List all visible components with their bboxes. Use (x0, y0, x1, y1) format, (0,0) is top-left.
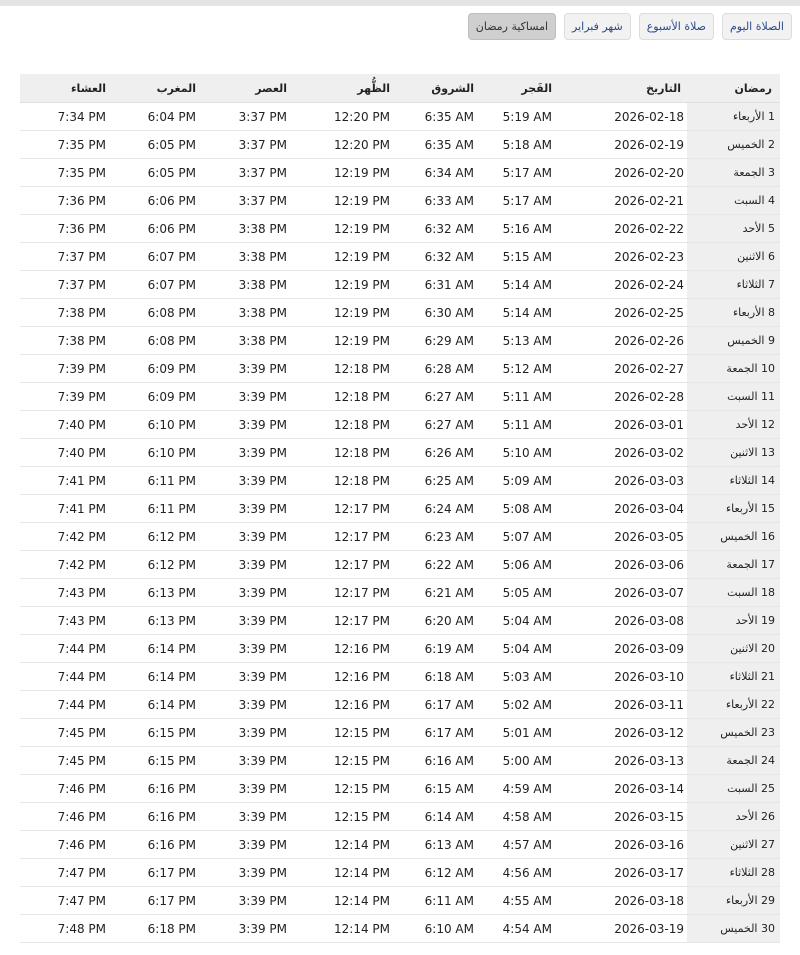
cell-date: 2026-03-08 (582, 607, 687, 635)
cell-date: 2026-02-26 (582, 327, 687, 355)
cell-dhuhr: 12:19 PM (307, 327, 402, 355)
header-asr: العصر (216, 74, 307, 103)
prayer-times-table (20, 74, 780, 943)
cell-dhuhr: 12:17 PM (307, 551, 402, 579)
cell-fajr: 5:04 AM (492, 635, 582, 663)
cell-asr: 3:38 PM (216, 327, 307, 355)
cell-isha: 7:42 PM (20, 551, 126, 579)
cell-maghrib: 6:05 PM (126, 159, 216, 187)
cell-isha: 7:46 PM (20, 803, 126, 831)
cell-fajr: 5:11 AM (492, 383, 582, 411)
cell-sunrise: 6:26 AM (402, 439, 492, 467)
cell-day: 4 السبت (687, 187, 780, 215)
table-row (20, 495, 780, 523)
cell-asr: 3:39 PM (216, 887, 307, 915)
cell-dhuhr: 12:18 PM (307, 355, 402, 383)
table-row (20, 159, 780, 187)
cell-day: 16 الخميس (687, 523, 780, 551)
cell-maghrib: 6:08 PM (126, 299, 216, 327)
cell-maghrib: 6:12 PM (126, 523, 216, 551)
cell-fajr: 5:17 AM (492, 159, 582, 187)
cell-asr: 3:39 PM (216, 607, 307, 635)
cell-dhuhr: 12:14 PM (307, 859, 402, 887)
cell-day: 2 الخميس (687, 131, 780, 159)
prayer-times-table-container (20, 74, 780, 943)
cell-fajr: 5:11 AM (492, 411, 582, 439)
cell-sunrise: 6:20 AM (402, 607, 492, 635)
cell-day: 18 السبت (687, 579, 780, 607)
cell-date: 2026-02-22 (582, 215, 687, 243)
cell-sunrise: 6:32 AM (402, 243, 492, 271)
cell-isha: 7:47 PM (20, 859, 126, 887)
cell-dhuhr: 12:19 PM (307, 299, 402, 327)
cell-day: 20 الاثنين (687, 635, 780, 663)
cell-date: 2026-03-16 (582, 831, 687, 859)
cell-dhuhr: 12:17 PM (307, 523, 402, 551)
cell-asr: 3:39 PM (216, 439, 307, 467)
cell-dhuhr: 12:15 PM (307, 719, 402, 747)
cell-date: 2026-03-07 (582, 579, 687, 607)
cell-sunrise: 6:32 AM (402, 215, 492, 243)
cell-isha: 7:48 PM (20, 915, 126, 943)
cell-fajr: 5:02 AM (492, 691, 582, 719)
table-row (20, 411, 780, 439)
tab-week-prayer[interactable]: صلاة الأسبوع (639, 13, 714, 40)
table-row (20, 327, 780, 355)
cell-isha: 7:34 PM (20, 103, 126, 131)
cell-dhuhr: 12:17 PM (307, 495, 402, 523)
cell-asr: 3:39 PM (216, 859, 307, 887)
cell-maghrib: 6:07 PM (126, 271, 216, 299)
cell-maghrib: 6:09 PM (126, 383, 216, 411)
cell-day: 24 الجمعة (687, 747, 780, 775)
cell-isha: 7:41 PM (20, 495, 126, 523)
cell-dhuhr: 12:19 PM (307, 243, 402, 271)
cell-date: 2026-02-27 (582, 355, 687, 383)
cell-dhuhr: 12:18 PM (307, 411, 402, 439)
cell-fajr: 5:03 AM (492, 663, 582, 691)
cell-asr: 3:39 PM (216, 803, 307, 831)
cell-sunrise: 6:17 AM (402, 719, 492, 747)
cell-date: 2026-03-01 (582, 411, 687, 439)
cell-day: 1 الأربعاء (687, 103, 780, 131)
cell-asr: 3:39 PM (216, 551, 307, 579)
cell-isha: 7:42 PM (20, 523, 126, 551)
cell-day: 14 الثلاثاء (687, 467, 780, 495)
cell-maghrib: 6:16 PM (126, 775, 216, 803)
table-row (20, 103, 780, 131)
cell-sunrise: 6:22 AM (402, 551, 492, 579)
header-isha: العشاء (20, 74, 126, 103)
cell-date: 2026-03-11 (582, 691, 687, 719)
cell-fajr: 5:12 AM (492, 355, 582, 383)
cell-fajr: 4:58 AM (492, 803, 582, 831)
cell-fajr: 4:56 AM (492, 859, 582, 887)
table-row (20, 691, 780, 719)
cell-asr: 3:37 PM (216, 131, 307, 159)
cell-sunrise: 6:27 AM (402, 411, 492, 439)
cell-fajr: 5:10 AM (492, 439, 582, 467)
cell-date: 2026-02-18 (582, 103, 687, 131)
cell-fajr: 4:54 AM (492, 915, 582, 943)
table-row (20, 439, 780, 467)
cell-maghrib: 6:14 PM (126, 663, 216, 691)
cell-isha: 7:36 PM (20, 187, 126, 215)
cell-asr: 3:37 PM (216, 187, 307, 215)
cell-sunrise: 6:23 AM (402, 523, 492, 551)
cell-asr: 3:39 PM (216, 523, 307, 551)
table-row (20, 719, 780, 747)
cell-day: 21 الثلاثاء (687, 663, 780, 691)
cell-dhuhr: 12:17 PM (307, 607, 402, 635)
cell-date: 2026-02-19 (582, 131, 687, 159)
cell-isha: 7:44 PM (20, 635, 126, 663)
cell-maghrib: 6:09 PM (126, 355, 216, 383)
cell-fajr: 5:09 AM (492, 467, 582, 495)
cell-sunrise: 6:15 AM (402, 775, 492, 803)
cell-isha: 7:45 PM (20, 719, 126, 747)
cell-day: 17 الجمعة (687, 551, 780, 579)
cell-day: 29 الأربعاء (687, 887, 780, 915)
table-row (20, 635, 780, 663)
cell-date: 2026-03-03 (582, 467, 687, 495)
table-row (20, 747, 780, 775)
cell-maghrib: 6:06 PM (126, 215, 216, 243)
cell-asr: 3:38 PM (216, 271, 307, 299)
cell-sunrise: 6:29 AM (402, 327, 492, 355)
table-row (20, 775, 780, 803)
cell-dhuhr: 12:16 PM (307, 635, 402, 663)
cell-isha: 7:44 PM (20, 691, 126, 719)
table-row (20, 243, 780, 271)
cell-asr: 3:38 PM (216, 299, 307, 327)
cell-day: 11 السبت (687, 383, 780, 411)
cell-asr: 3:39 PM (216, 579, 307, 607)
cell-maghrib: 6:16 PM (126, 803, 216, 831)
cell-sunrise: 6:19 AM (402, 635, 492, 663)
cell-maghrib: 6:17 PM (126, 887, 216, 915)
cell-fajr: 5:04 AM (492, 607, 582, 635)
cell-maghrib: 6:11 PM (126, 495, 216, 523)
table-row (20, 803, 780, 831)
cell-date: 2026-03-04 (582, 495, 687, 523)
cell-maghrib: 6:10 PM (126, 411, 216, 439)
cell-sunrise: 6:28 AM (402, 355, 492, 383)
cell-sunrise: 6:24 AM (402, 495, 492, 523)
cell-day: 6 الاثنين (687, 243, 780, 271)
cell-day: 13 الاثنين (687, 439, 780, 467)
cell-date: 2026-03-06 (582, 551, 687, 579)
cell-asr: 3:39 PM (216, 411, 307, 439)
cell-maghrib: 6:11 PM (126, 467, 216, 495)
cell-maghrib: 6:13 PM (126, 579, 216, 607)
tab-month-february[interactable]: شهر فبراير (564, 13, 631, 40)
cell-isha: 7:36 PM (20, 215, 126, 243)
cell-sunrise: 6:13 AM (402, 831, 492, 859)
cell-isha: 7:39 PM (20, 383, 126, 411)
cell-maghrib: 6:16 PM (126, 831, 216, 859)
table-row (20, 215, 780, 243)
cell-fajr: 4:55 AM (492, 887, 582, 915)
cell-fajr: 5:00 AM (492, 747, 582, 775)
cell-day: 10 الجمعة (687, 355, 780, 383)
cell-asr: 3:38 PM (216, 215, 307, 243)
cell-asr: 3:39 PM (216, 663, 307, 691)
cell-dhuhr: 12:15 PM (307, 803, 402, 831)
cell-sunrise: 6:16 AM (402, 747, 492, 775)
cell-isha: 7:38 PM (20, 327, 126, 355)
cell-isha: 7:43 PM (20, 579, 126, 607)
cell-maghrib: 6:14 PM (126, 691, 216, 719)
cell-sunrise: 6:21 AM (402, 579, 492, 607)
cell-date: 2026-03-09 (582, 635, 687, 663)
table-row (20, 383, 780, 411)
cell-fajr: 5:19 AM (492, 103, 582, 131)
cell-day: 26 الأحد (687, 803, 780, 831)
cell-date: 2026-03-14 (582, 775, 687, 803)
cell-sunrise: 6:11 AM (402, 887, 492, 915)
cell-date: 2026-03-18 (582, 887, 687, 915)
cell-date: 2026-02-21 (582, 187, 687, 215)
cell-sunrise: 6:14 AM (402, 803, 492, 831)
cell-day: 7 الثلاثاء (687, 271, 780, 299)
table-row (20, 467, 780, 495)
cell-day: 8 الأربعاء (687, 299, 780, 327)
cell-maghrib: 6:13 PM (126, 607, 216, 635)
cell-dhuhr: 12:16 PM (307, 691, 402, 719)
cell-dhuhr: 12:19 PM (307, 271, 402, 299)
cell-isha: 7:45 PM (20, 747, 126, 775)
cell-sunrise: 6:12 AM (402, 859, 492, 887)
cell-date: 2026-03-17 (582, 859, 687, 887)
cell-sunrise: 6:31 AM (402, 271, 492, 299)
cell-sunrise: 6:35 AM (402, 131, 492, 159)
cell-fajr: 5:14 AM (492, 271, 582, 299)
cell-dhuhr: 12:16 PM (307, 663, 402, 691)
cell-day: 30 الخميس (687, 915, 780, 943)
cell-day: 23 الخميس (687, 719, 780, 747)
cell-dhuhr: 12:18 PM (307, 439, 402, 467)
cell-sunrise: 6:25 AM (402, 467, 492, 495)
cell-isha: 7:46 PM (20, 775, 126, 803)
header-maghrib: المغرب (126, 74, 216, 103)
cell-fajr: 5:14 AM (492, 299, 582, 327)
cell-day: 12 الأحد (687, 411, 780, 439)
cell-asr: 3:39 PM (216, 635, 307, 663)
cell-maghrib: 6:18 PM (126, 915, 216, 943)
cell-fajr: 4:59 AM (492, 775, 582, 803)
table-row (20, 131, 780, 159)
cell-isha: 7:37 PM (20, 271, 126, 299)
cell-asr: 3:39 PM (216, 691, 307, 719)
cell-dhuhr: 12:17 PM (307, 579, 402, 607)
cell-fajr: 5:16 AM (492, 215, 582, 243)
cell-day: 5 الأحد (687, 215, 780, 243)
cell-maghrib: 6:12 PM (126, 551, 216, 579)
header-day: رمضان (687, 74, 780, 103)
cell-maghrib: 6:07 PM (126, 243, 216, 271)
cell-day: 9 الخميس (687, 327, 780, 355)
cell-sunrise: 6:34 AM (402, 159, 492, 187)
cell-maghrib: 6:06 PM (126, 187, 216, 215)
cell-isha: 7:39 PM (20, 355, 126, 383)
cell-dhuhr: 12:15 PM (307, 775, 402, 803)
cell-date: 2026-03-10 (582, 663, 687, 691)
cell-asr: 3:39 PM (216, 495, 307, 523)
cell-maghrib: 6:15 PM (126, 747, 216, 775)
cell-isha: 7:43 PM (20, 607, 126, 635)
cell-dhuhr: 12:14 PM (307, 887, 402, 915)
cell-dhuhr: 12:20 PM (307, 103, 402, 131)
cell-date: 2026-02-23 (582, 243, 687, 271)
table-body (20, 103, 780, 943)
cell-asr: 3:37 PM (216, 159, 307, 187)
cell-fajr: 5:07 AM (492, 523, 582, 551)
table-row (20, 579, 780, 607)
cell-asr: 3:39 PM (216, 355, 307, 383)
cell-dhuhr: 12:19 PM (307, 159, 402, 187)
cell-date: 2026-03-15 (582, 803, 687, 831)
cell-date: 2026-02-28 (582, 383, 687, 411)
cell-isha: 7:47 PM (20, 887, 126, 915)
cell-day: 28 الثلاثاء (687, 859, 780, 887)
cell-sunrise: 6:30 AM (402, 299, 492, 327)
cell-day: 19 الأحد (687, 607, 780, 635)
cell-isha: 7:40 PM (20, 411, 126, 439)
tab-today-prayer[interactable]: الصلاة اليوم (722, 13, 792, 40)
cell-date: 2026-03-19 (582, 915, 687, 943)
header-fajr: الفَجر (492, 74, 582, 103)
table-row (20, 607, 780, 635)
cell-fajr: 4:57 AM (492, 831, 582, 859)
table-row (20, 663, 780, 691)
cell-sunrise: 6:27 AM (402, 383, 492, 411)
cell-isha: 7:44 PM (20, 663, 126, 691)
cell-asr: 3:39 PM (216, 775, 307, 803)
cell-date: 2026-02-20 (582, 159, 687, 187)
cell-dhuhr: 12:18 PM (307, 467, 402, 495)
cell-maghrib: 6:10 PM (126, 439, 216, 467)
cell-fajr: 5:15 AM (492, 243, 582, 271)
cell-fajr: 5:08 AM (492, 495, 582, 523)
cell-sunrise: 6:33 AM (402, 187, 492, 215)
cell-fajr: 5:17 AM (492, 187, 582, 215)
cell-isha: 7:38 PM (20, 299, 126, 327)
cell-dhuhr: 12:14 PM (307, 915, 402, 943)
cell-isha: 7:41 PM (20, 467, 126, 495)
cell-date: 2026-03-05 (582, 523, 687, 551)
table-row (20, 299, 780, 327)
cell-date: 2026-02-24 (582, 271, 687, 299)
cell-sunrise: 6:17 AM (402, 691, 492, 719)
cell-asr: 3:37 PM (216, 103, 307, 131)
table-row (20, 887, 780, 915)
cell-maghrib: 6:14 PM (126, 635, 216, 663)
cell-sunrise: 6:35 AM (402, 103, 492, 131)
cell-fajr: 5:05 AM (492, 579, 582, 607)
cell-day: 25 السبت (687, 775, 780, 803)
table-row (20, 355, 780, 383)
cell-asr: 3:38 PM (216, 243, 307, 271)
cell-day: 3 الجمعة (687, 159, 780, 187)
cell-day: 27 الاثنين (687, 831, 780, 859)
cell-fajr: 5:18 AM (492, 131, 582, 159)
tab-bar (468, 13, 792, 40)
header-date: التاريخ (582, 74, 687, 103)
cell-asr: 3:39 PM (216, 831, 307, 859)
cell-maghrib: 6:05 PM (126, 131, 216, 159)
cell-dhuhr: 12:19 PM (307, 187, 402, 215)
cell-date: 2026-03-13 (582, 747, 687, 775)
table-header-row (20, 74, 780, 103)
cell-date: 2026-02-25 (582, 299, 687, 327)
table-row (20, 271, 780, 299)
cell-maghrib: 6:17 PM (126, 859, 216, 887)
cell-asr: 3:39 PM (216, 719, 307, 747)
cell-sunrise: 6:10 AM (402, 915, 492, 943)
top-bar (0, 0, 800, 6)
header-sunrise: الشروق (402, 74, 492, 103)
cell-dhuhr: 12:15 PM (307, 747, 402, 775)
cell-asr: 3:39 PM (216, 915, 307, 943)
cell-dhuhr: 12:18 PM (307, 383, 402, 411)
cell-day: 22 الأربعاء (687, 691, 780, 719)
cell-isha: 7:37 PM (20, 243, 126, 271)
cell-fajr: 5:13 AM (492, 327, 582, 355)
cell-fajr: 5:01 AM (492, 719, 582, 747)
cell-date: 2026-03-12 (582, 719, 687, 747)
cell-isha: 7:40 PM (20, 439, 126, 467)
cell-maghrib: 6:15 PM (126, 719, 216, 747)
cell-isha: 7:35 PM (20, 159, 126, 187)
cell-asr: 3:39 PM (216, 467, 307, 495)
cell-asr: 3:39 PM (216, 383, 307, 411)
tab-ramadan-imsakia[interactable]: امساكية رمضان (468, 13, 556, 40)
cell-isha: 7:46 PM (20, 831, 126, 859)
table-row (20, 831, 780, 859)
cell-sunrise: 6:18 AM (402, 663, 492, 691)
header-dhuhr: الظُّهر (307, 74, 402, 103)
cell-fajr: 5:06 AM (492, 551, 582, 579)
cell-day: 15 الأربعاء (687, 495, 780, 523)
cell-maghrib: 6:08 PM (126, 327, 216, 355)
cell-dhuhr: 12:14 PM (307, 831, 402, 859)
table-row (20, 915, 780, 943)
table-row (20, 523, 780, 551)
cell-date: 2026-03-02 (582, 439, 687, 467)
cell-dhuhr: 12:20 PM (307, 131, 402, 159)
table-row (20, 187, 780, 215)
table-row (20, 551, 780, 579)
cell-asr: 3:39 PM (216, 747, 307, 775)
cell-maghrib: 6:04 PM (126, 103, 216, 131)
cell-isha: 7:35 PM (20, 131, 126, 159)
table-row (20, 859, 780, 887)
cell-dhuhr: 12:19 PM (307, 215, 402, 243)
